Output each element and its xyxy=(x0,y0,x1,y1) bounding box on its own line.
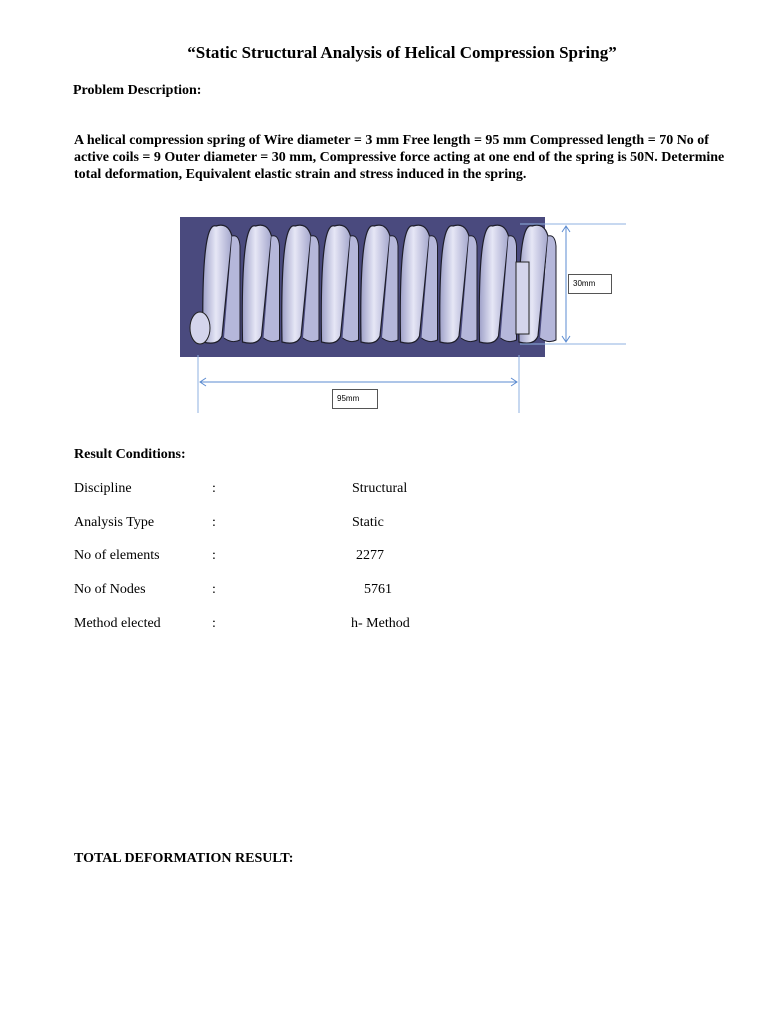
result-row-discipline xyxy=(0,481,768,499)
result-separator: : xyxy=(212,582,216,597)
problem-text: A helical compression spring of Wire diameter = 3 mm Free length = 95 mm Compressed length = 70 No of active coils = 9 Outer diameter = 30 mm, Compressive force acting at one end of the spring is 50N. Determine total deformation, Equivalent elastic strain and stress induced in the spring. xyxy=(74,133,725,182)
length-dimension-label: 95mm xyxy=(332,389,378,409)
result-value: Structural xyxy=(352,481,408,496)
result-value: h- Method xyxy=(351,616,410,631)
problem-heading: Problem Description: xyxy=(73,83,202,98)
result-label: Method elected xyxy=(74,616,161,631)
result-row-elements xyxy=(0,548,768,566)
result-label: Discipline xyxy=(74,481,132,496)
result-value: 2277 xyxy=(356,548,384,563)
spring-coils xyxy=(203,225,556,343)
results-heading: Result Conditions: xyxy=(74,447,186,462)
result-row-method xyxy=(0,616,768,634)
spring-end-right xyxy=(516,262,529,334)
result-value: 5761 xyxy=(364,582,392,597)
deformation-heading: TOTAL DEFORMATION RESULT: xyxy=(74,851,294,866)
result-row-nodes xyxy=(0,582,768,600)
height-dimension-label: 30mm xyxy=(568,274,612,294)
result-row-analysis-type xyxy=(0,515,768,533)
result-label: No of elements xyxy=(74,548,160,563)
result-separator: : xyxy=(212,616,216,631)
result-label: Analysis Type xyxy=(74,515,155,530)
spring-figure xyxy=(0,210,768,420)
result-separator: : xyxy=(212,515,216,530)
result-separator: : xyxy=(212,548,216,563)
spring-drawing xyxy=(0,210,768,420)
document-title: “Static Structural Analysis of Helical Compression Spring” xyxy=(187,43,617,62)
result-value: Static xyxy=(352,515,384,530)
result-separator: : xyxy=(212,481,216,496)
result-label: No of Nodes xyxy=(74,582,146,597)
spring-end-left xyxy=(190,312,210,344)
